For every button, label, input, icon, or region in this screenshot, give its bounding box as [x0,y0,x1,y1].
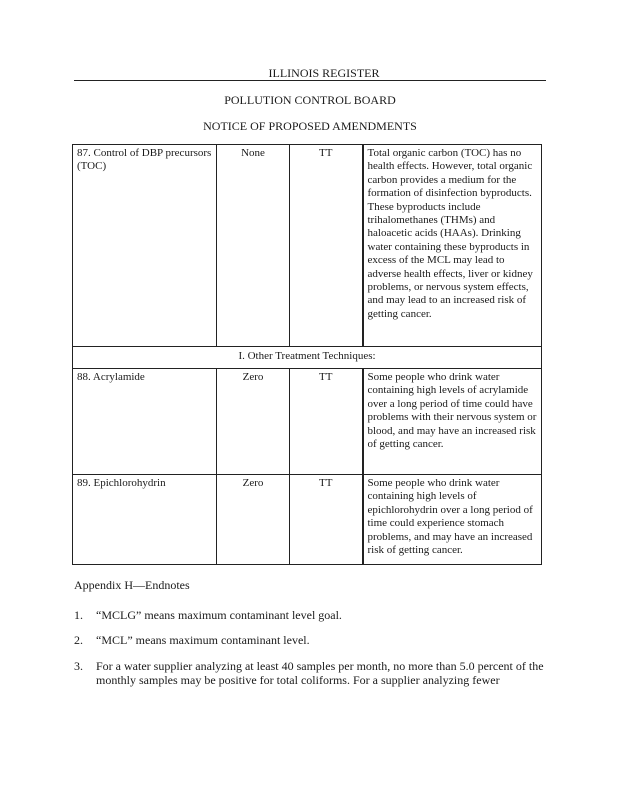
contaminants-table [72,144,542,565]
table-row [73,475,542,565]
register-header [74,66,546,81]
section-heading-row [73,347,542,369]
endnote-text: For a water supplier analyzing at least 40 samples per month, no more than 5.0 percent of the monthly samples may be positive for total coliforms. For a supplier analyzing fewer [96,659,544,687]
contaminant-cell: 87. Control of DBP precursors (TOC) [73,145,217,347]
endnote-item [74,608,554,622]
mcl-cell: TT [290,475,363,565]
appendix-heading: Appendix H—Endnotes [74,578,190,592]
register-title: ILLINOIS REGISTER [268,66,380,80]
contaminant-cell: 88. Acrylamide [73,369,217,475]
mclg-cell: Zero [217,475,290,565]
endnote-number: 1. [74,608,83,622]
endnote-item [74,659,554,687]
health-effects-cell: Total organic carbon (TOC) has no health effects. However, total organic carbon provides a medium for the formation of disinfection byproducts. These byproducts include trihalomethanes (THMs) and haloacetic acids (HAAs). Drinking water containing these byproducts in excess of the MCL may lead to adverse health effects, liver or kidney problems, or nervous system effects, and may lead to an increased risk of getting cancer. [363,145,542,347]
board-title: POLLUTION CONTROL BOARD [224,93,396,107]
mcl-cell: TT [290,145,363,347]
mclg-cell: None [217,145,290,347]
endnote-text: “MCL” means maximum contaminant level. [96,633,310,647]
contaminant-cell: 89. Epichlorohydrin [73,475,217,565]
section-heading: I. Other Treatment Techniques: [73,347,542,369]
health-effects-cell: Some people who drink water containing high levels of acrylamide over a long period of time could have problems with their nervous system or blood, and may have an increased risk of getting cancer. [363,369,542,475]
endnote-text: “MCLG” means maximum contaminant level goal. [96,608,342,622]
endnote-item [74,633,554,647]
endnote-number: 3. [74,659,83,673]
health-effects-cell: Some people who drink water containing high levels of epichlorohydrin over a long period of time could experience stomach problems, and may have an increased risk of getting cancer. [363,475,542,565]
notice-title: NOTICE OF PROPOSED AMENDMENTS [203,119,417,133]
endnote-number: 2. [74,633,83,647]
mclg-cell: Zero [217,369,290,475]
table-row [73,145,542,347]
table-row [73,369,542,475]
mcl-cell: TT [290,369,363,475]
